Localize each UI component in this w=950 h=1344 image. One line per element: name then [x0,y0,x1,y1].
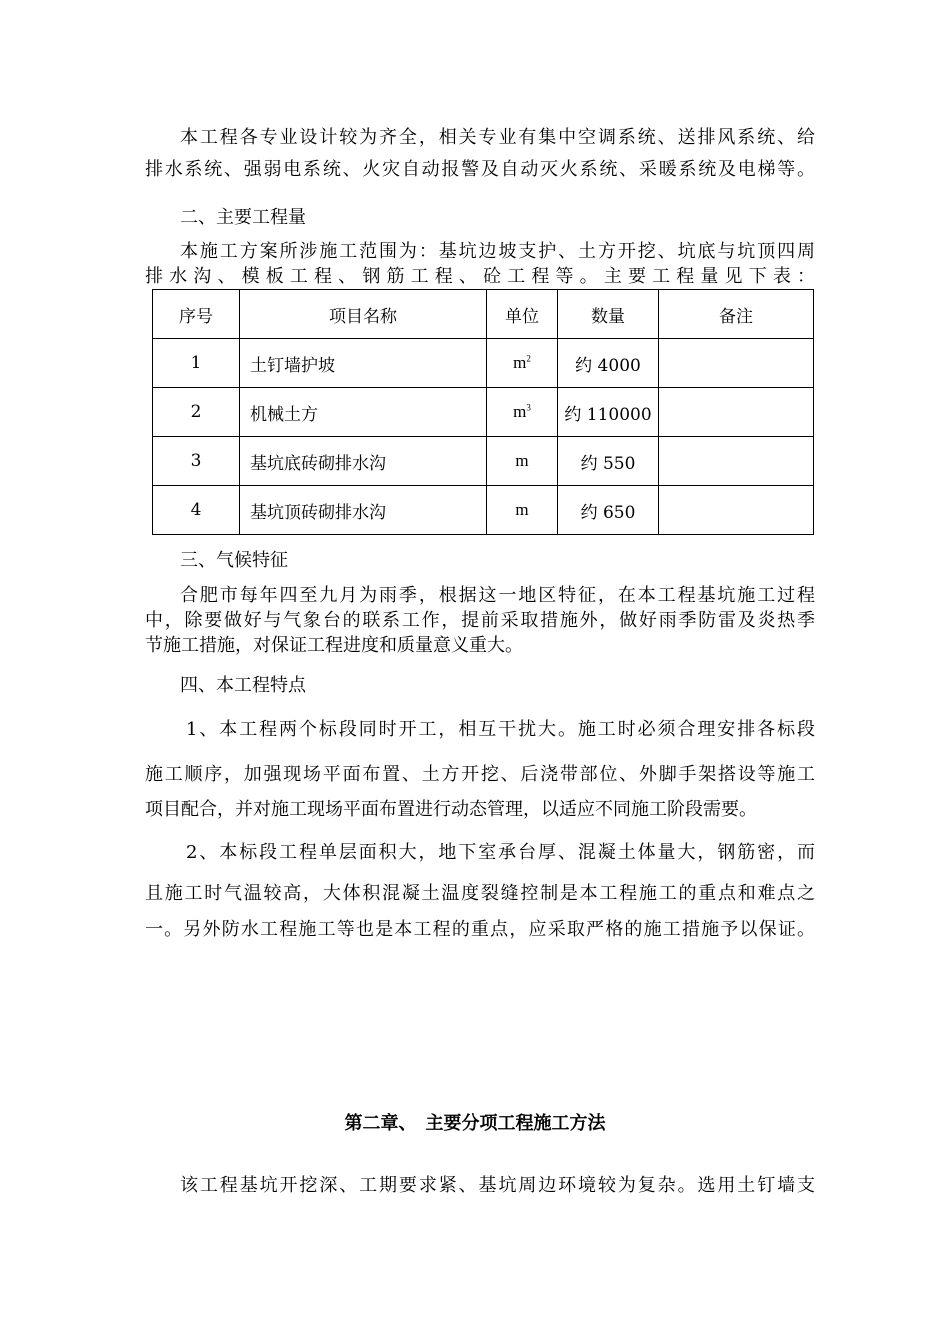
section-heading-features: 四、本工程特点 [180,675,306,696]
section3-line-2: 中，除要做好与气象台的联系工作，提前采取措施外，做好雨季防雷及炎热季 [145,610,815,631]
section4-p1-line-3: 项目配合，并对施工现场平面布置进行动态管理，以适应不同施工阶段需要。 [145,799,757,820]
cell-note [659,339,814,388]
header-note: 备注 [659,290,814,339]
cell-unit [487,437,558,486]
cell-note [659,388,814,437]
section4-p2-line-1: 2、本标段工程单层面积大，地下室承台厚、混凝土体量大，钢筋密，而 [186,842,815,863]
unit-exponent: 3 [526,402,531,413]
table-row [153,388,814,437]
table-header-row [153,290,814,339]
chapter-heading: 第二章、 主要分项工程施工方法 [344,1113,606,1134]
section2-line-1: 本施工方案所涉施工范围为：基坑边坡支护、土方开挖、坑底与坑顶四周 [180,241,815,262]
section4-p2-line-2: 且施工时气温较高，大体积混凝土温度裂缝控制是本工程施工的重点和难点之 [145,883,815,904]
header-qty: 数量 [558,290,659,339]
intro-line-2: 排水系统、强弱电系统、火灾自动报警及自动灭火系统、采暖系统及电梯等。 [145,159,815,180]
section4-p2-line-3: 一。另外防水工程施工等也是本工程的重点，应采取严格的施工措施予以保证。 [145,919,815,940]
chapter2-line-1: 该工程基坑开挖深、工期要求紧、基坑周边环境较为复杂。选用土钉墙支 [180,1175,815,1196]
cell-unit [487,339,558,388]
table-row [153,339,814,388]
unit-base: m [513,353,527,372]
cell-note [659,437,814,486]
cell-unit [487,388,558,437]
section4-p1-line-2: 施工顺序，加强现场平面布置、土方开挖、后浇带部位、外脚手架搭设等施工 [145,764,815,785]
section4-p1-line-1: 1、本工程两个标段同时开工，相互干扰大。施工时必须合理安排各标段 [186,719,815,740]
cell-no: 1 [153,339,240,388]
quantities-table [152,289,814,535]
cell-name: 机械土方 [240,388,487,437]
section-heading-quantities: 二、主要工程量 [180,207,306,228]
section3-line-1: 合肥市每年四至九月为雨季，根据这一地区特征，在本工程基坑施工过程 [180,585,815,606]
cell-name: 基坑底砖砌排水沟 [240,437,487,486]
unit-base: m [515,500,529,519]
cell-note [659,486,814,535]
unit-base: m [515,451,529,470]
cell-qty: 约 650 [558,486,659,535]
header-unit: 单位 [487,290,558,339]
header-name: 项目名称 [240,290,487,339]
cell-qty: 约 110000 [558,388,659,437]
cell-no: 2 [153,388,240,437]
cell-unit [487,486,558,535]
cell-name: 基坑顶砖砌排水沟 [240,486,487,535]
header-no: 序号 [153,290,240,339]
unit-base: m [513,402,527,421]
cell-name: 土钉墙护坡 [240,339,487,388]
intro-line-1: 本工程各专业设计较为齐全，相关专业有集中空调系统、送排风系统、给 [180,127,815,148]
cell-no: 4 [153,486,240,535]
table-row [153,486,814,535]
section-heading-climate: 三、气候特征 [180,550,288,571]
cell-qty: 约 550 [558,437,659,486]
table-row [153,437,814,486]
unit-exponent: 2 [526,353,531,364]
cell-no: 3 [153,437,240,486]
section3-line-3: 节施工措施，对保证工程进度和质量意义重大。 [145,635,523,656]
cell-qty: 约 4000 [558,339,659,388]
section2-line-2: 排水沟、模板工程、钢筋工程、砼工程等。主要工程量见下表： [145,266,815,287]
